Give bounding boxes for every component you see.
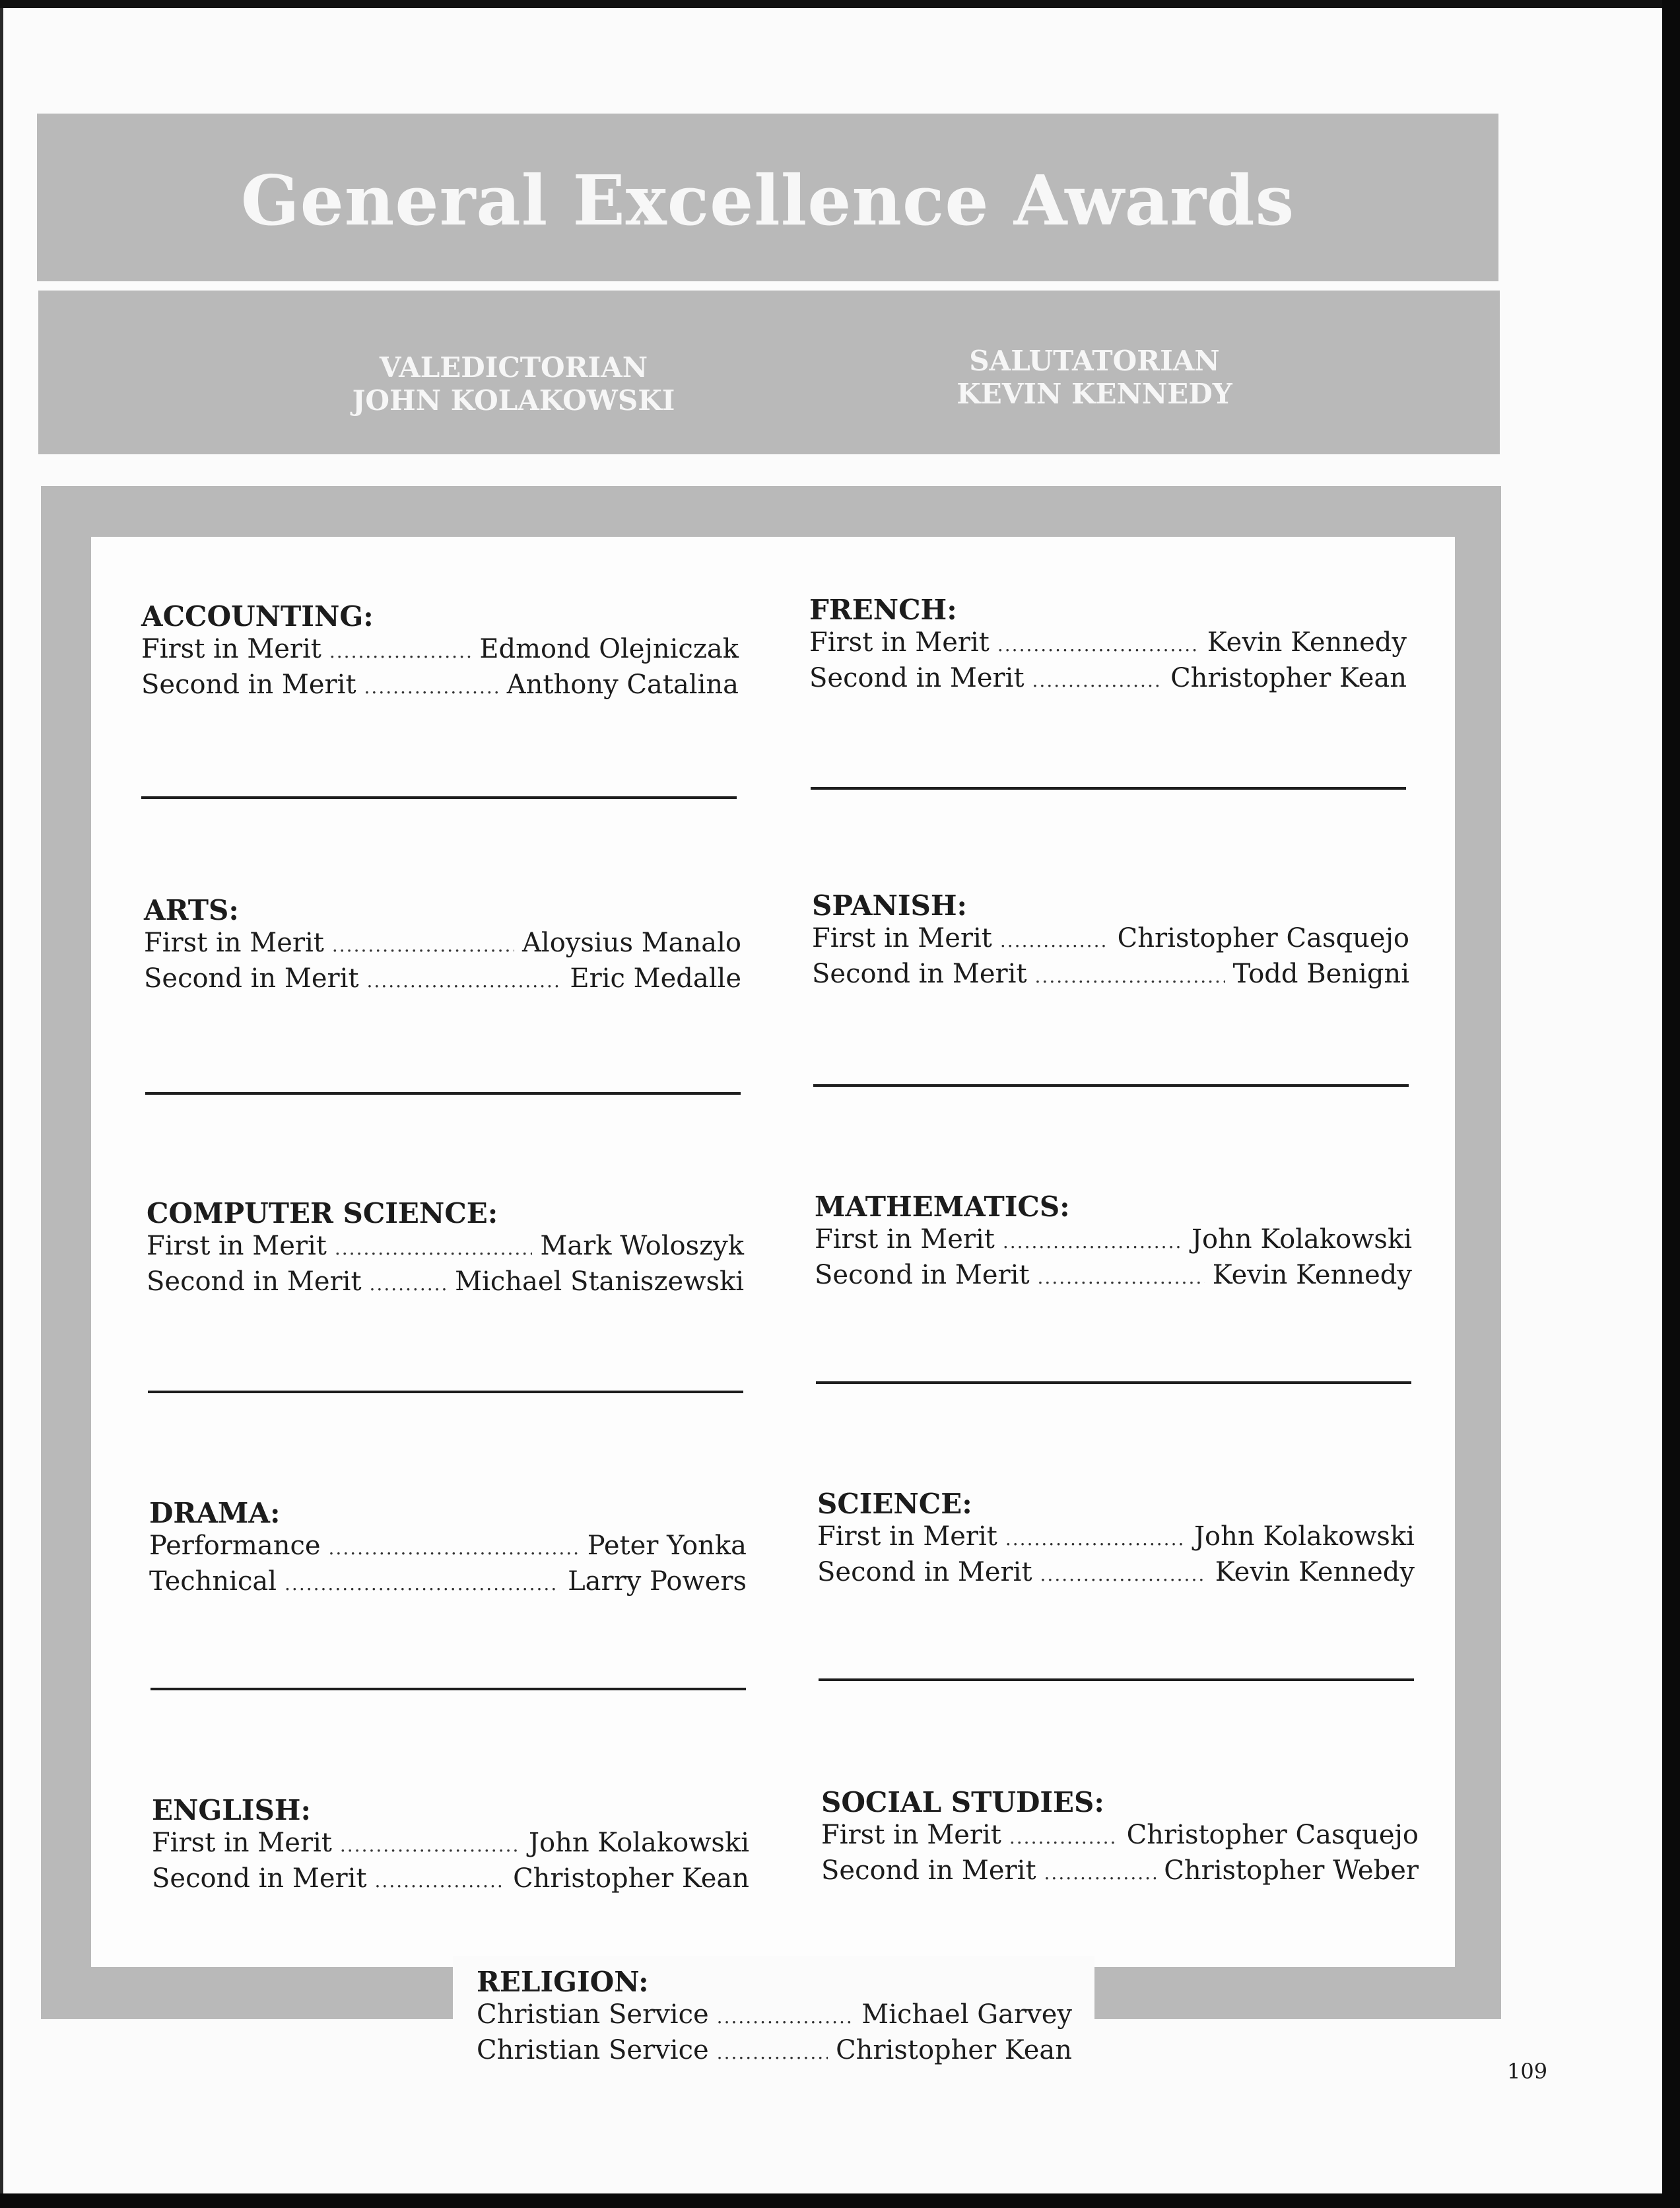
award-recipient: Christopher Casquejo <box>1126 1820 1419 1850</box>
page-number: 109 <box>1507 2059 1548 2084</box>
dot-leader <box>997 629 1199 662</box>
award-row <box>144 962 741 998</box>
award-label: Performance <box>149 1531 321 1561</box>
award-recipient: John Kolakowski <box>528 1828 749 1858</box>
honors-band <box>38 291 1500 454</box>
award-recipient: Eric Medalle <box>570 963 741 994</box>
dot-leader <box>1003 1225 1184 1259</box>
section-heading: RELIGION: <box>477 1966 649 1998</box>
award-label: Technical <box>149 1566 277 1597</box>
award-label: Second in Merit <box>152 1863 367 1894</box>
award-label: Second in Merit <box>817 1557 1032 1587</box>
award-section-religion <box>477 1966 1072 2069</box>
award-recipient: Kevin Kennedy <box>1207 627 1407 658</box>
award-row <box>812 922 1409 957</box>
award-recipient: Kevin Kennedy <box>1212 1260 1412 1290</box>
award-section-mathematics <box>815 1191 1412 1294</box>
award-recipient: Peter Yonka <box>587 1531 747 1561</box>
award-section-accounting <box>141 601 739 704</box>
award-recipient: John Kolakowski <box>1191 1224 1412 1255</box>
scan-edge-bottom <box>0 2193 1680 2208</box>
award-row <box>817 1520 1415 1556</box>
award-row <box>821 1854 1419 1890</box>
scan-edge-left <box>0 0 3 2208</box>
dot-leader <box>717 2036 828 2069</box>
award-label: First in Merit <box>809 627 990 658</box>
award-label: Second in Merit <box>809 663 1025 693</box>
award-recipient: Todd Benigni <box>1232 959 1409 989</box>
award-label: First in Merit <box>821 1820 1001 1850</box>
award-label: Second in Merit <box>812 959 1027 989</box>
award-row <box>152 1862 749 1898</box>
salutatorian-label: SALUTATORIAN <box>969 345 1220 377</box>
dot-leader <box>332 929 514 962</box>
section-divider <box>816 1381 1411 1384</box>
award-recipient: Aloysius Manalo <box>522 928 741 958</box>
section-heading: MATHEMATICS: <box>815 1190 1070 1223</box>
scan-edge-top <box>0 0 1680 8</box>
award-recipient: Michael Garvey <box>861 1999 1072 2030</box>
award-recipient: Michael Staniszewski <box>455 1266 744 1297</box>
section-heading: ACCOUNTING: <box>141 600 374 633</box>
award-row <box>477 2034 1072 2069</box>
dot-leader <box>375 1865 506 1898</box>
award-section-social-studies <box>821 1787 1419 1890</box>
award-recipient: Christopher Kean <box>513 1863 749 1894</box>
section-divider <box>148 1391 743 1393</box>
dot-leader <box>285 1568 560 1601</box>
award-label: Second in Merit <box>821 1855 1036 1886</box>
salutatorian-name: KEVIN KENNEDY <box>957 378 1232 410</box>
award-label: First in Merit <box>815 1224 995 1255</box>
award-recipient: John Kolakowski <box>1193 1521 1415 1552</box>
section-heading: SPANISH: <box>812 889 967 922</box>
valedictorian-block <box>329 351 698 417</box>
award-label: First in Merit <box>147 1231 327 1261</box>
section-heading: ENGLISH: <box>152 1794 311 1826</box>
award-label: Second in Merit <box>141 670 356 700</box>
award-recipient: Christopher Kean <box>1170 663 1407 693</box>
section-divider <box>811 787 1406 790</box>
award-row <box>141 633 739 668</box>
valedictorian-label: VALEDICTORIAN <box>379 351 648 384</box>
award-label: Second in Merit <box>815 1260 1030 1290</box>
award-row <box>147 1229 744 1265</box>
section-heading: COMPUTER SCIENCE: <box>147 1197 498 1229</box>
award-row <box>809 662 1407 697</box>
dot-leader <box>340 1829 521 1862</box>
award-label: Second in Merit <box>144 963 359 994</box>
award-row <box>815 1223 1412 1259</box>
award-row <box>149 1529 747 1565</box>
section-heading: SOCIAL STUDIES: <box>821 1786 1104 1818</box>
title-band <box>37 114 1498 281</box>
award-recipient: Christopher Weber <box>1164 1855 1419 1886</box>
section-heading: FRENCH: <box>809 594 957 626</box>
award-row <box>141 668 739 704</box>
award-row <box>144 926 741 962</box>
award-section-french <box>809 594 1407 697</box>
dot-leader <box>1009 1821 1119 1854</box>
dot-leader <box>1044 1857 1157 1890</box>
dot-leader <box>1000 924 1110 957</box>
award-recipient: Christopher Casquejo <box>1117 923 1409 953</box>
dot-leader <box>370 1268 448 1301</box>
dot-leader <box>335 1232 532 1265</box>
award-row <box>821 1818 1419 1854</box>
award-row <box>477 1998 1072 2034</box>
award-recipient: Anthony Catalina <box>506 670 739 700</box>
award-section-spanish <box>812 890 1409 993</box>
dot-leader <box>329 635 471 668</box>
dot-leader <box>367 965 562 998</box>
award-label: First in Merit <box>144 928 324 958</box>
section-divider <box>141 796 737 799</box>
section-divider <box>151 1688 746 1690</box>
dot-leader <box>329 1532 580 1565</box>
award-row <box>147 1265 744 1301</box>
award-row <box>812 957 1409 993</box>
section-divider <box>819 1678 1414 1681</box>
award-row <box>152 1826 749 1862</box>
page-title: General Excellence Awards <box>240 160 1295 241</box>
valedictorian-name: JOHN KOLAKOWSKI <box>352 384 675 417</box>
section-heading: DRAMA: <box>149 1497 281 1529</box>
award-section-drama <box>149 1498 747 1601</box>
award-section-arts <box>144 895 741 998</box>
dot-leader <box>1038 1261 1205 1294</box>
section-heading: SCIENCE: <box>817 1488 972 1520</box>
award-section-english <box>152 1795 749 1898</box>
award-recipient: Christopher Kean <box>836 2035 1072 2065</box>
award-row <box>809 626 1407 662</box>
award-label: First in Merit <box>152 1828 332 1858</box>
dot-leader <box>1032 664 1163 697</box>
section-divider <box>813 1084 1409 1087</box>
award-recipient: Kevin Kennedy <box>1215 1557 1415 1587</box>
award-section-science <box>817 1488 1415 1591</box>
award-recipient: Larry Powers <box>568 1566 747 1597</box>
dot-leader <box>717 2001 854 2034</box>
award-label: Second in Merit <box>147 1266 362 1297</box>
award-recipient: Edmond Olejniczak <box>479 634 739 664</box>
award-row <box>817 1556 1415 1591</box>
award-section-computer-science <box>147 1198 744 1301</box>
award-recipient: Mark Woloszyk <box>540 1231 744 1261</box>
award-label: First in Merit <box>817 1521 997 1552</box>
award-label: First in Merit <box>812 923 992 953</box>
award-label: Christian Service <box>477 1999 709 2030</box>
award-label: First in Merit <box>141 634 321 664</box>
section-heading: ARTS: <box>144 894 239 926</box>
dot-leader <box>1035 960 1225 993</box>
award-row <box>149 1565 747 1601</box>
award-label: Christian Service <box>477 2035 709 2065</box>
dot-leader <box>1040 1558 1207 1591</box>
scan-edge-right <box>1662 0 1680 2208</box>
dot-leader <box>1005 1523 1186 1556</box>
dot-leader <box>364 671 499 704</box>
salutatorian-block <box>929 345 1260 411</box>
section-divider <box>145 1092 741 1095</box>
award-row <box>815 1259 1412 1294</box>
